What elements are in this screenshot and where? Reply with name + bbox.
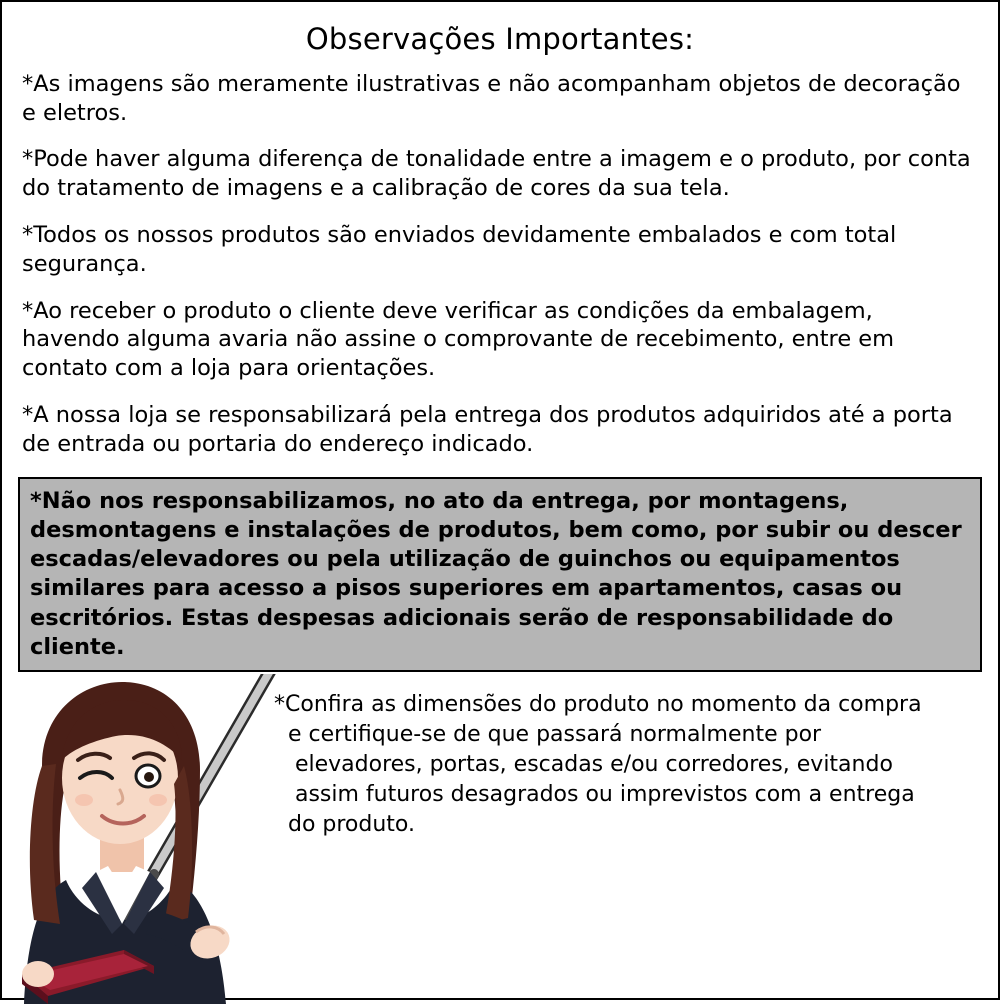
dimensions-advice-line: e certifique-se de que passará normalmente por	[274, 722, 822, 748]
woman-with-pointer-illustration	[4, 674, 324, 1004]
page-title: Observações Importantes:	[305, 22, 695, 56]
bottom-section	[2, 684, 998, 1004]
notes-list	[2, 70, 998, 459]
dimensions-advice-note	[274, 690, 986, 840]
note-item: *A nossa loja se responsabilizará pela entrega dos produtos adquiridos até a porta de entrada ou portaria do endereço indicado.	[22, 402, 953, 457]
note-item: *Todos os nossos produtos são enviados devidamente embalados e com total segurança.	[22, 222, 897, 277]
dimensions-advice-line: assim futuros desagrados ou imprevistos com a entrega	[274, 781, 915, 807]
dimensions-advice-line: elevadores, portas, escadas e/ou corredores, evitando	[274, 751, 893, 777]
note-item: *Ao receber o produto o cliente deve verificar as condições da embalagem, havendo alguma avaria não assine o comprovante de recebimento, entre em contato com a loja para orientações.	[22, 297, 895, 382]
note-item: *As imagens são meramente ilustrativas e não acompanham objetos de decoração e eletros.	[22, 70, 961, 126]
dimensions-advice-line: *Confira as dimensões do produto no momento da compra	[274, 692, 922, 718]
note-item: *Pode haver alguma diferença de tonalidade entre a imagem e o produto, por conta do tratamento de imagens e a calibração de cores da sua tela.	[22, 146, 971, 202]
liability-disclaimer-box	[18, 477, 982, 673]
dimensions-advice-line: do produto.	[274, 811, 415, 837]
liability-disclaimer-text: *Não nos responsabilizamos, no ato da entrega, por montagens, desmontagens e instalações de produtos, bem como, por subir ou descer escadas/elevadores ou pela utilização de guinchos ou equipamentos similares para acesso a pisos superiores em apartamentos, casas ou escritórios. Estas despesas adicionais serão de responsabilidade do cliente.	[30, 487, 962, 660]
